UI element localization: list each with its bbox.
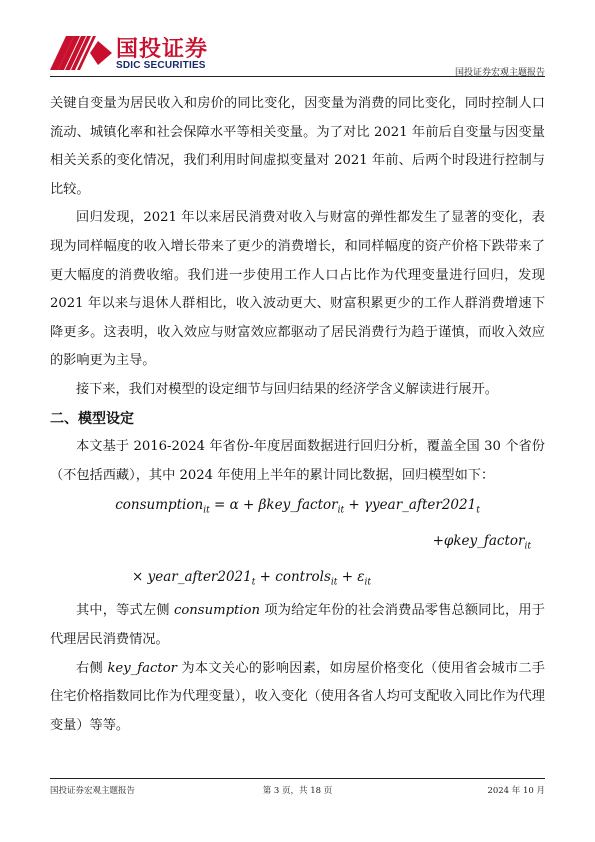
header-divider <box>50 76 545 77</box>
paragraph-4: 本文基于 2016-2024 年省份-年度居面数据进行回归分析，覆盖全国 30 个省份（不包括西藏），其中 2024 年使用上半年的累计同比数据，回归模型如下： <box>50 439 545 483</box>
paragraph-6 <box>50 655 545 741</box>
footer-divider <box>50 778 545 779</box>
equation-line-3: × $year\_after2021_t$ + controls$_{it}$ + $\varepsilon_{it}$ <box>132 568 372 588</box>
paragraph-5 <box>50 597 545 654</box>
consumption-term: consumption <box>173 603 260 619</box>
paragraph-6-prefix: 右侧 <box>76 660 108 676</box>
paragraph-1: 关键自变量为居民收入和房价的同比变化，因变量为消费的同比变化，同时控制人口流动、城镇化率和社会保障水平等相关变量。为了对比 2021 年前后自变量与因变量相关关系的变化情况，我们利用时间虚拟变量对 2021 年前、后两个时段进行控制与比较。 <box>50 96 545 197</box>
report-title: 国投证券宏观主题报告 <box>454 68 545 78</box>
page-header <box>50 28 545 76</box>
key-factor-term: key_factor <box>107 660 177 676</box>
equation-line-2: +φkey_factor$_{it}$ <box>432 533 531 552</box>
footer-report-name: 国投证券宏观主题报告 <box>50 786 136 796</box>
page-number: 第 3 页，共 18 页 <box>262 786 333 796</box>
equation-line-1: consumption$_{it}$ = α + βkey_factor$_{it}$ + $\gamma year\_after2021_t$ <box>115 497 480 516</box>
paragraph-2: 回归发现，2021 年以来居民消费对收入与财富的弹性都发生了显著的变化，表现为同样幅度的收入增长带来了更少的消费增长，和同样幅度的资产价格下跌带来了更大幅度的消费收缩。我们进一步使用工作人口占比作为代理变量进行回归，发现 2021 年以来与退休人群相比，收入波动更大、财富积累更少的工作人群消费增速下降更多。这表明，收入效应与财富效应都驱动了居民消费行为趋于谨慎，而收入效应的影响更为主导。 <box>50 210 545 369</box>
paragraph-6-suffix: 为本文关心的影响因素，如房屋价格变化（使用省会城市二手住宅价格指数同比作为代理变量），收入变化（使用各省人均可支配收入同比作为代理变量）等等。 <box>50 660 545 733</box>
paragraph-3: 接下来，我们对模型的设定细节与回归结果的经济学含义解读进行展开。 <box>76 381 498 397</box>
footer-date: 2024 年 10 月 <box>487 786 545 796</box>
paragraph-5-suffix: 项为给定年份的社会消费品零售总额同比，用于代理居民消费情况。 <box>50 603 545 647</box>
logo-chinese-name: 国投证券 <box>116 37 209 62</box>
company-logo <box>50 28 240 72</box>
main-content <box>50 90 545 740</box>
logo-english-name: SDIC SECURITIES <box>116 60 206 71</box>
paragraph-5-prefix: 其中，等式左侧 <box>76 603 174 619</box>
section-heading: 二、模型设定 <box>50 410 134 427</box>
logo-mark-icon <box>50 36 112 70</box>
